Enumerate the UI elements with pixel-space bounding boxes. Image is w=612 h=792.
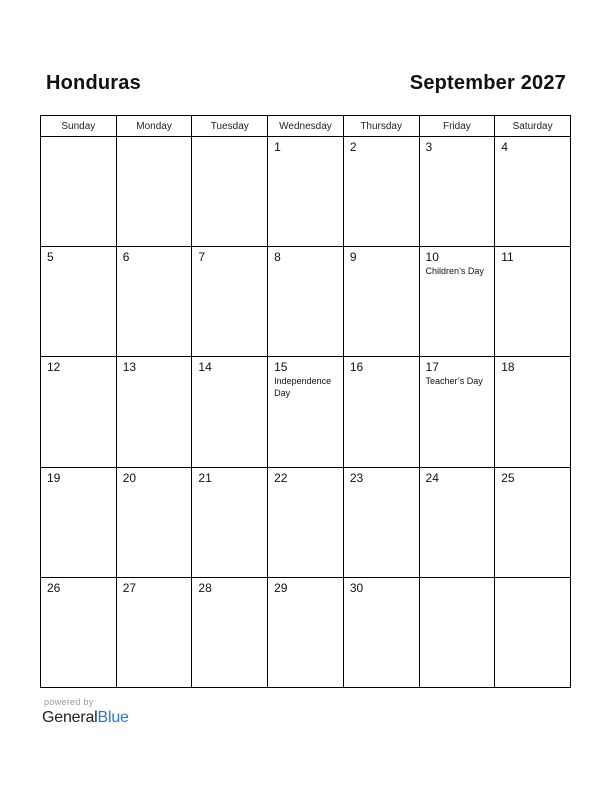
- day-cell-content: [41, 578, 116, 595]
- day-cell-content: [117, 357, 192, 374]
- day-number: 5: [47, 250, 54, 265]
- day-number: 19: [47, 470, 61, 485]
- day-number: 30: [349, 580, 364, 595]
- day-cell-content: [495, 137, 570, 154]
- holiday-label: Teacher’s Day: [425, 376, 483, 387]
- day-cell[interactable]: [419, 137, 495, 247]
- day-cell-content: [117, 468, 192, 485]
- month-title: September 2027: [409, 72, 566, 94]
- day-cell-content: [192, 468, 267, 485]
- day-cell-content: [117, 578, 192, 595]
- day-cell[interactable]: [419, 247, 495, 357]
- day-number: 22: [274, 470, 288, 485]
- day-number: 10: [425, 250, 439, 265]
- day-cell[interactable]: [192, 467, 268, 577]
- day-cell[interactable]: [343, 577, 419, 687]
- day-cell-content: [420, 247, 495, 277]
- week-row: [41, 357, 571, 467]
- day-cell-content: [344, 137, 419, 154]
- calendar-grid: [40, 115, 571, 688]
- day-cell[interactable]: [116, 467, 192, 577]
- powered-by-label: powered by: [44, 697, 94, 707]
- day-cell-content: [420, 468, 495, 485]
- day-cell-content: [268, 247, 343, 264]
- day-cell[interactable]: [268, 577, 344, 687]
- day-cell[interactable]: [192, 247, 268, 357]
- holiday-label: Children’s Day: [425, 266, 484, 277]
- day-cell[interactable]: [268, 137, 344, 247]
- generalblue-logo[interactable]: [42, 709, 129, 727]
- country-title: Honduras: [46, 72, 141, 94]
- day-cell-content: [495, 468, 570, 485]
- day-number: 25: [501, 470, 515, 485]
- day-cell[interactable]: [495, 247, 571, 357]
- day-cell-content: [192, 578, 267, 595]
- day-cell[interactable]: [268, 247, 344, 357]
- day-cell-content: [495, 357, 570, 374]
- weekday-thursday: Thursday: [343, 116, 419, 137]
- weekday-header-row: [41, 116, 571, 137]
- day-cell-content: [41, 137, 116, 140]
- day-number: 26: [47, 580, 61, 595]
- day-cell-content: [268, 357, 343, 399]
- day-number: 27: [122, 580, 137, 595]
- day-cell[interactable]: [192, 357, 268, 467]
- day-cell[interactable]: [41, 577, 117, 687]
- day-number: 28: [198, 580, 212, 595]
- weekday-tuesday: Tuesday: [192, 116, 268, 137]
- empty-day-cell: [41, 137, 117, 247]
- day-number: 13: [122, 360, 137, 375]
- day-cell-content: [117, 137, 192, 140]
- day-cell[interactable]: [268, 467, 344, 577]
- empty-day-cell: [116, 137, 192, 247]
- day-cell-content: [420, 137, 495, 154]
- day-cell[interactable]: [41, 247, 117, 357]
- day-number: 29: [274, 580, 288, 595]
- week-row: [41, 577, 571, 687]
- day-cell[interactable]: [495, 137, 571, 247]
- day-cell-content: [344, 468, 419, 485]
- week-row: [41, 467, 571, 577]
- brand-blue-text: Blue: [97, 709, 129, 726]
- day-cell-content: [41, 468, 116, 485]
- day-number: 17: [425, 360, 439, 375]
- day-number: 2: [349, 140, 357, 154]
- day-cell[interactable]: [419, 357, 495, 467]
- day-number: 23: [349, 470, 364, 485]
- day-cell[interactable]: [192, 577, 268, 687]
- day-cell[interactable]: [343, 137, 419, 247]
- brand-general-text: General: [42, 709, 98, 726]
- day-cell[interactable]: [41, 357, 117, 467]
- day-cell[interactable]: [343, 467, 419, 577]
- day-cell[interactable]: [116, 357, 192, 467]
- empty-day-cell: [192, 137, 268, 247]
- day-cell-content: [192, 247, 267, 264]
- day-cell-content: [268, 468, 343, 485]
- day-cell-content: [495, 247, 570, 264]
- weekday-wednesday: Wednesday: [268, 116, 344, 137]
- day-cell-content: [268, 137, 343, 154]
- day-number: 12: [47, 360, 61, 375]
- empty-day-cell: [419, 577, 495, 687]
- day-cell-content: [268, 578, 343, 595]
- day-number: 20: [122, 470, 137, 485]
- day-cell[interactable]: [41, 467, 117, 577]
- day-number: 24: [425, 470, 439, 485]
- day-number: 14: [198, 360, 212, 375]
- day-cell-content: [420, 578, 495, 581]
- empty-day-cell: [495, 577, 571, 687]
- day-number: 4: [501, 140, 508, 154]
- day-cell[interactable]: [343, 247, 419, 357]
- weekday-monday: Monday: [116, 116, 192, 137]
- day-cell-content: [344, 357, 419, 374]
- day-cell-content: [192, 137, 267, 140]
- day-number: 1: [274, 140, 281, 154]
- day-cell-content: [117, 247, 192, 264]
- day-cell-content: [41, 357, 116, 374]
- day-number: 16: [349, 360, 364, 375]
- day-number: 18: [501, 360, 515, 375]
- day-cell[interactable]: [116, 577, 192, 687]
- day-cell-content: [344, 247, 419, 264]
- day-number: 15: [274, 360, 288, 375]
- weekday-sunday: Sunday: [41, 116, 117, 137]
- day-cell-content: [495, 578, 570, 581]
- week-row: [41, 247, 571, 357]
- day-cell[interactable]: [495, 467, 571, 577]
- day-number: 9: [349, 250, 357, 265]
- day-cell-content: [41, 247, 116, 264]
- day-number: 8: [274, 250, 281, 265]
- day-number: 11: [501, 250, 514, 265]
- day-cell-content: [420, 357, 495, 387]
- day-cell-content: [344, 578, 419, 595]
- week-row: [41, 137, 571, 247]
- day-number: 3: [425, 140, 433, 154]
- day-cell[interactable]: [116, 247, 192, 357]
- day-cell[interactable]: [268, 357, 344, 467]
- holiday-label: Independence Day: [274, 376, 332, 399]
- weekday-friday: Friday: [419, 116, 495, 137]
- day-cell[interactable]: [419, 467, 495, 577]
- weekday-saturday: Saturday: [495, 116, 571, 137]
- day-number: 21: [198, 470, 212, 485]
- day-number: 6: [122, 250, 130, 265]
- day-number: 7: [198, 250, 206, 265]
- day-cell[interactable]: [343, 357, 419, 467]
- day-cell[interactable]: [495, 357, 571, 467]
- day-cell-content: [192, 357, 267, 374]
